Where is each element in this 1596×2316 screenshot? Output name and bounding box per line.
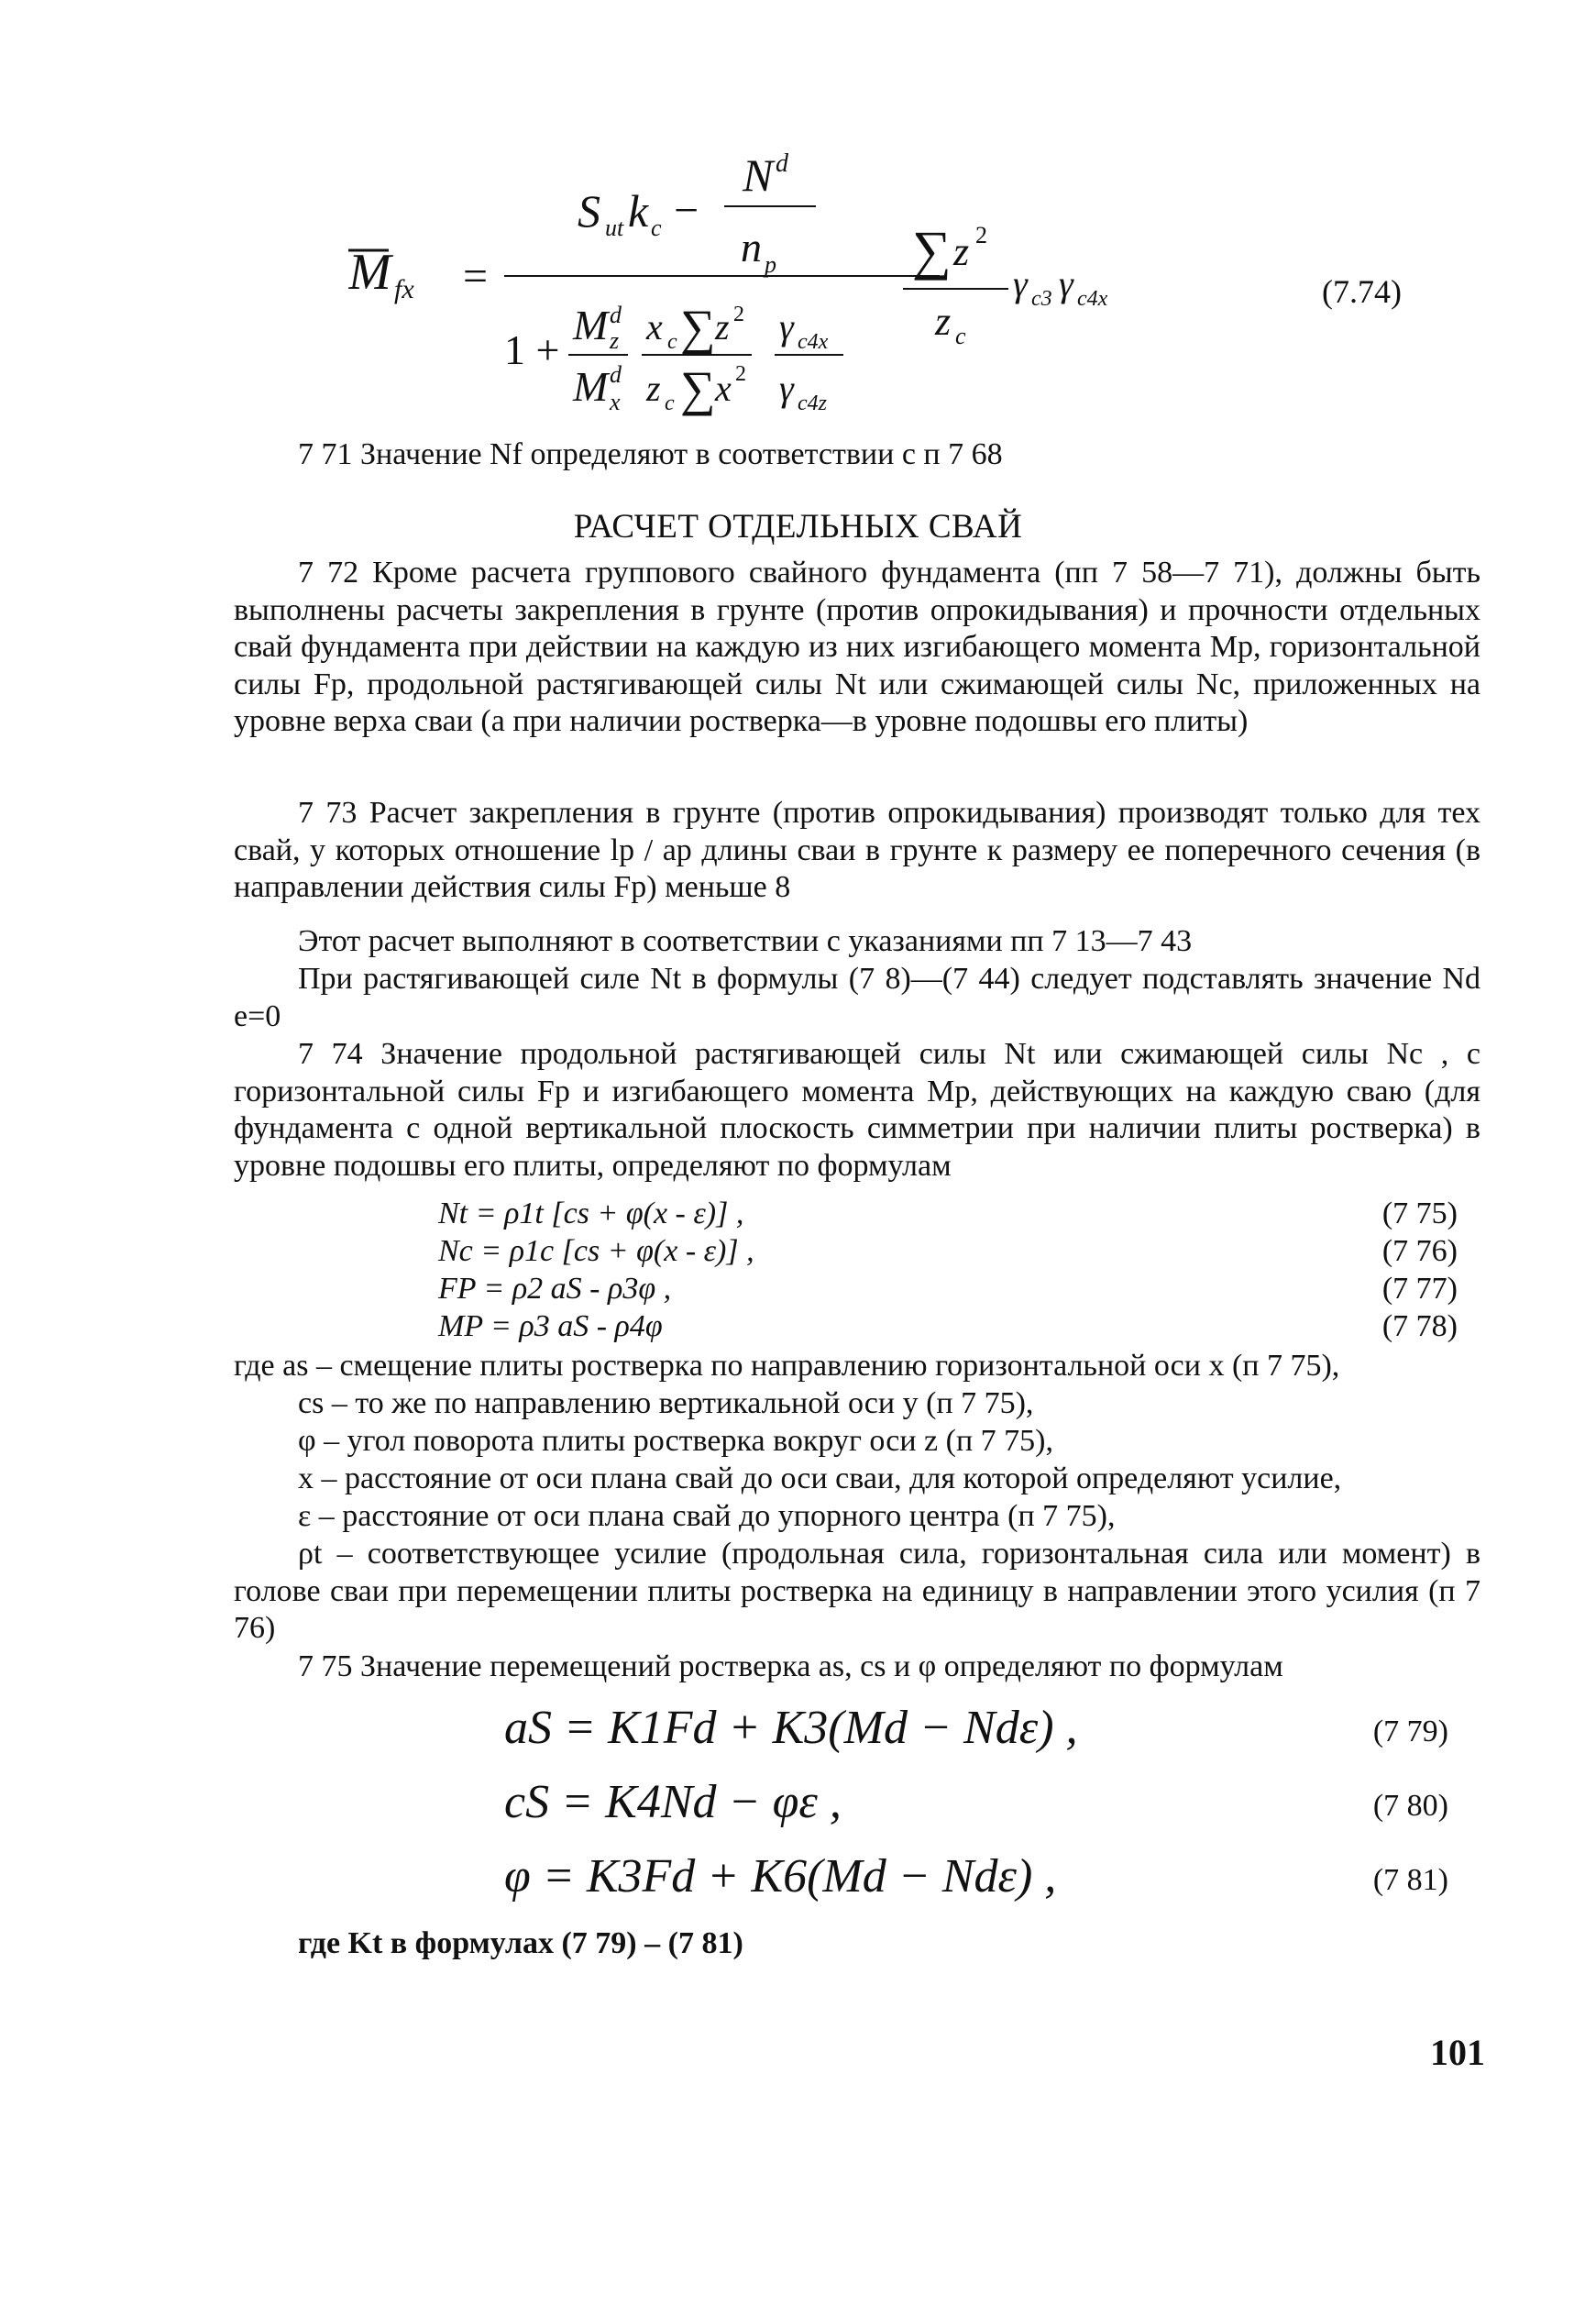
svg-text:x: x (646, 306, 663, 347)
svg-text:∑: ∑ (680, 361, 716, 416)
svg-text:z: z (646, 368, 661, 409)
svg-text:c4x: c4x (1077, 287, 1108, 311)
paragraph-7-71: 7 71 Значение Nf определяют в соответствии с п 7 68 (298, 437, 1003, 471)
equation-7-80: cS = K4Nd − φε , (504, 1776, 842, 1828)
equation-number-7-75: (7 75) (1381, 1197, 1458, 1230)
svg-text:n: n (741, 224, 762, 270)
section-heading: РАСЧЕТ ОТДЕЛЬНЫХ СВАЙ (573, 508, 1023, 546)
closing-line: где Kt в формулах (7 79) – (7 81) (298, 1926, 743, 1960)
svg-text:1 +: 1 + (504, 326, 560, 373)
svg-text:ut: ut (605, 215, 624, 241)
svg-text:c: c (665, 392, 675, 415)
svg-text:γ: γ (1013, 263, 1028, 304)
svg-text:x: x (610, 389, 621, 415)
svg-text:c: c (651, 215, 662, 241)
svg-text:c4x: c4x (798, 330, 829, 354)
paragraph-7-75: 7 75 Значение перемещений ростверка as, cs и φ определяют по формулам (298, 1649, 1283, 1683)
svg-text:k: k (628, 185, 649, 237)
svg-text:M: M (573, 302, 609, 348)
svg-text:p: p (765, 251, 776, 278)
formula-7-74-number: (7.74) (1322, 273, 1402, 310)
page-number: 101 (1430, 2032, 1485, 2073)
where-line-as: где as – смещение плиты ростверка по направлению горизонтальной оси x (п 7 75), (234, 1349, 1340, 1383)
where-line-x: x – расстояние от оси плана свай до оси сваи, для которой определяют усилие, (298, 1461, 1342, 1495)
svg-text:2: 2 (733, 303, 744, 326)
svg-text:z: z (935, 299, 952, 344)
svg-text:−: − (674, 186, 699, 235)
equation-7-75: Nt = ρ1t [cs + φ(x - ε)] , (438, 1197, 744, 1230)
paragraph-rho: ρt – соответствующее усилие (продольная сила, горизонтальная сила или момент) в голове сваи при перемещении плиты ростверка на единицу в направлении этого усилия (п 7 76) (234, 1537, 1480, 1645)
svg-text:c4z: c4z (798, 392, 827, 415)
svg-text:γ: γ (779, 368, 794, 409)
svg-text:c3: c3 (1031, 287, 1052, 311)
svg-text:d: d (610, 302, 622, 328)
svg-text:N: N (743, 151, 774, 201)
svg-text:c: c (667, 330, 677, 354)
equation-7-78: MP = ρ3 aS - ρ4φ (438, 1309, 663, 1343)
equation-7-79: aS = K1Fd + K3(Md − Ndε) , (504, 1702, 1078, 1754)
svg-text:M: M (348, 244, 391, 301)
paragraph-7-72: 7 72 Кроме расчета группового свайного фундамента (пп 7 58—7 71), должны быть выполнены расчеты закрепления в грунте (против опрокидывания) и прочности отдельных свай фундамента при действии на каждую из них изгибающего момента Mp, горизонтальной силы Fp, продольной растягивающей силы Nt или сжимающей силы Nc, приложенных на уровне верха сваи (а при наличии ростверка—в уровне подошвы его плиты) (234, 556, 1480, 738)
svg-text:z: z (715, 306, 730, 347)
equation-7-77: FP = ρ2 aS - ρ3φ , (438, 1272, 672, 1306)
equation-number-7-81: (7 81) (1372, 1863, 1448, 1897)
paragraph-7-73: 7 73 Расчет закрепления в грунте (против опрокидывания) производят только для тех свай, у которых отношение lp / ap длины сваи в грунте к размеру ее поперечного сечения (в направлении действия силы Fp) меньше 8 (234, 796, 1480, 904)
svg-text:d: d (776, 151, 788, 178)
equation-7-81: φ = K3Fd + K6(Md − Ndε) , (504, 1850, 1057, 1902)
equation-number-7-79: (7 79) (1372, 1715, 1448, 1748)
where-line-phi: φ – угол поворота плиты ростверка вокруг оси z (п 7 75), (298, 1424, 1053, 1458)
equation-7-76: Nc = ρ1c [cs + φ(x - ε)] , (438, 1234, 754, 1268)
svg-text:=: = (463, 252, 489, 301)
svg-text:2: 2 (735, 362, 746, 386)
svg-text:2: 2 (975, 222, 987, 248)
svg-text:x: x (715, 368, 732, 409)
svg-text:∑: ∑ (680, 300, 716, 355)
svg-text:d: d (610, 361, 622, 388)
equation-number-7-78: (7 78) (1381, 1309, 1458, 1343)
equation-number-7-77: (7 77) (1381, 1272, 1458, 1306)
equation-number-7-76: (7 76) (1381, 1234, 1458, 1268)
equation-number-7-80: (7 80) (1372, 1789, 1448, 1823)
formula-7-74 (348, 151, 1173, 426)
svg-text:z: z (610, 327, 620, 354)
where-line-cs: cs – то же по направлению вертикальной оси y (п 7 75), (298, 1386, 1034, 1420)
svg-text:γ: γ (779, 306, 794, 347)
svg-text:c: c (955, 323, 966, 349)
svg-text:S: S (578, 185, 600, 237)
svg-text:M: M (573, 363, 609, 410)
paragraph-7-73-b: Этот расчет выполняют в соответствии с указаниями пп 7 13—7 43 (298, 924, 1193, 958)
svg-text:z: z (953, 229, 970, 274)
svg-text:∑: ∑ (912, 220, 952, 281)
svg-text:γ: γ (1059, 263, 1073, 304)
paragraph-7-74: 7 74 Значение продольной растягивающей силы Nt или сжимающей силы Nc , с горизонтальной силы Fp и изгибающего момента Mp, действующих на каждую сваю (для фундамента с одной вертикальной плоскость симметрии при наличии плиты ростверка) в уровне подошвы его плиты, определяют по формулам (234, 1037, 1480, 1183)
where-line-epsilon: ε – расстояние от оси плана свай до упорного центра (п 7 75), (298, 1499, 1116, 1533)
svg-text:fx: fx (394, 274, 414, 304)
paragraph-7-73-c: При растягивающей силе Nt в формулы (7 8)—(7 44) следует подставлять значение Nd e=0 (234, 962, 1480, 1033)
